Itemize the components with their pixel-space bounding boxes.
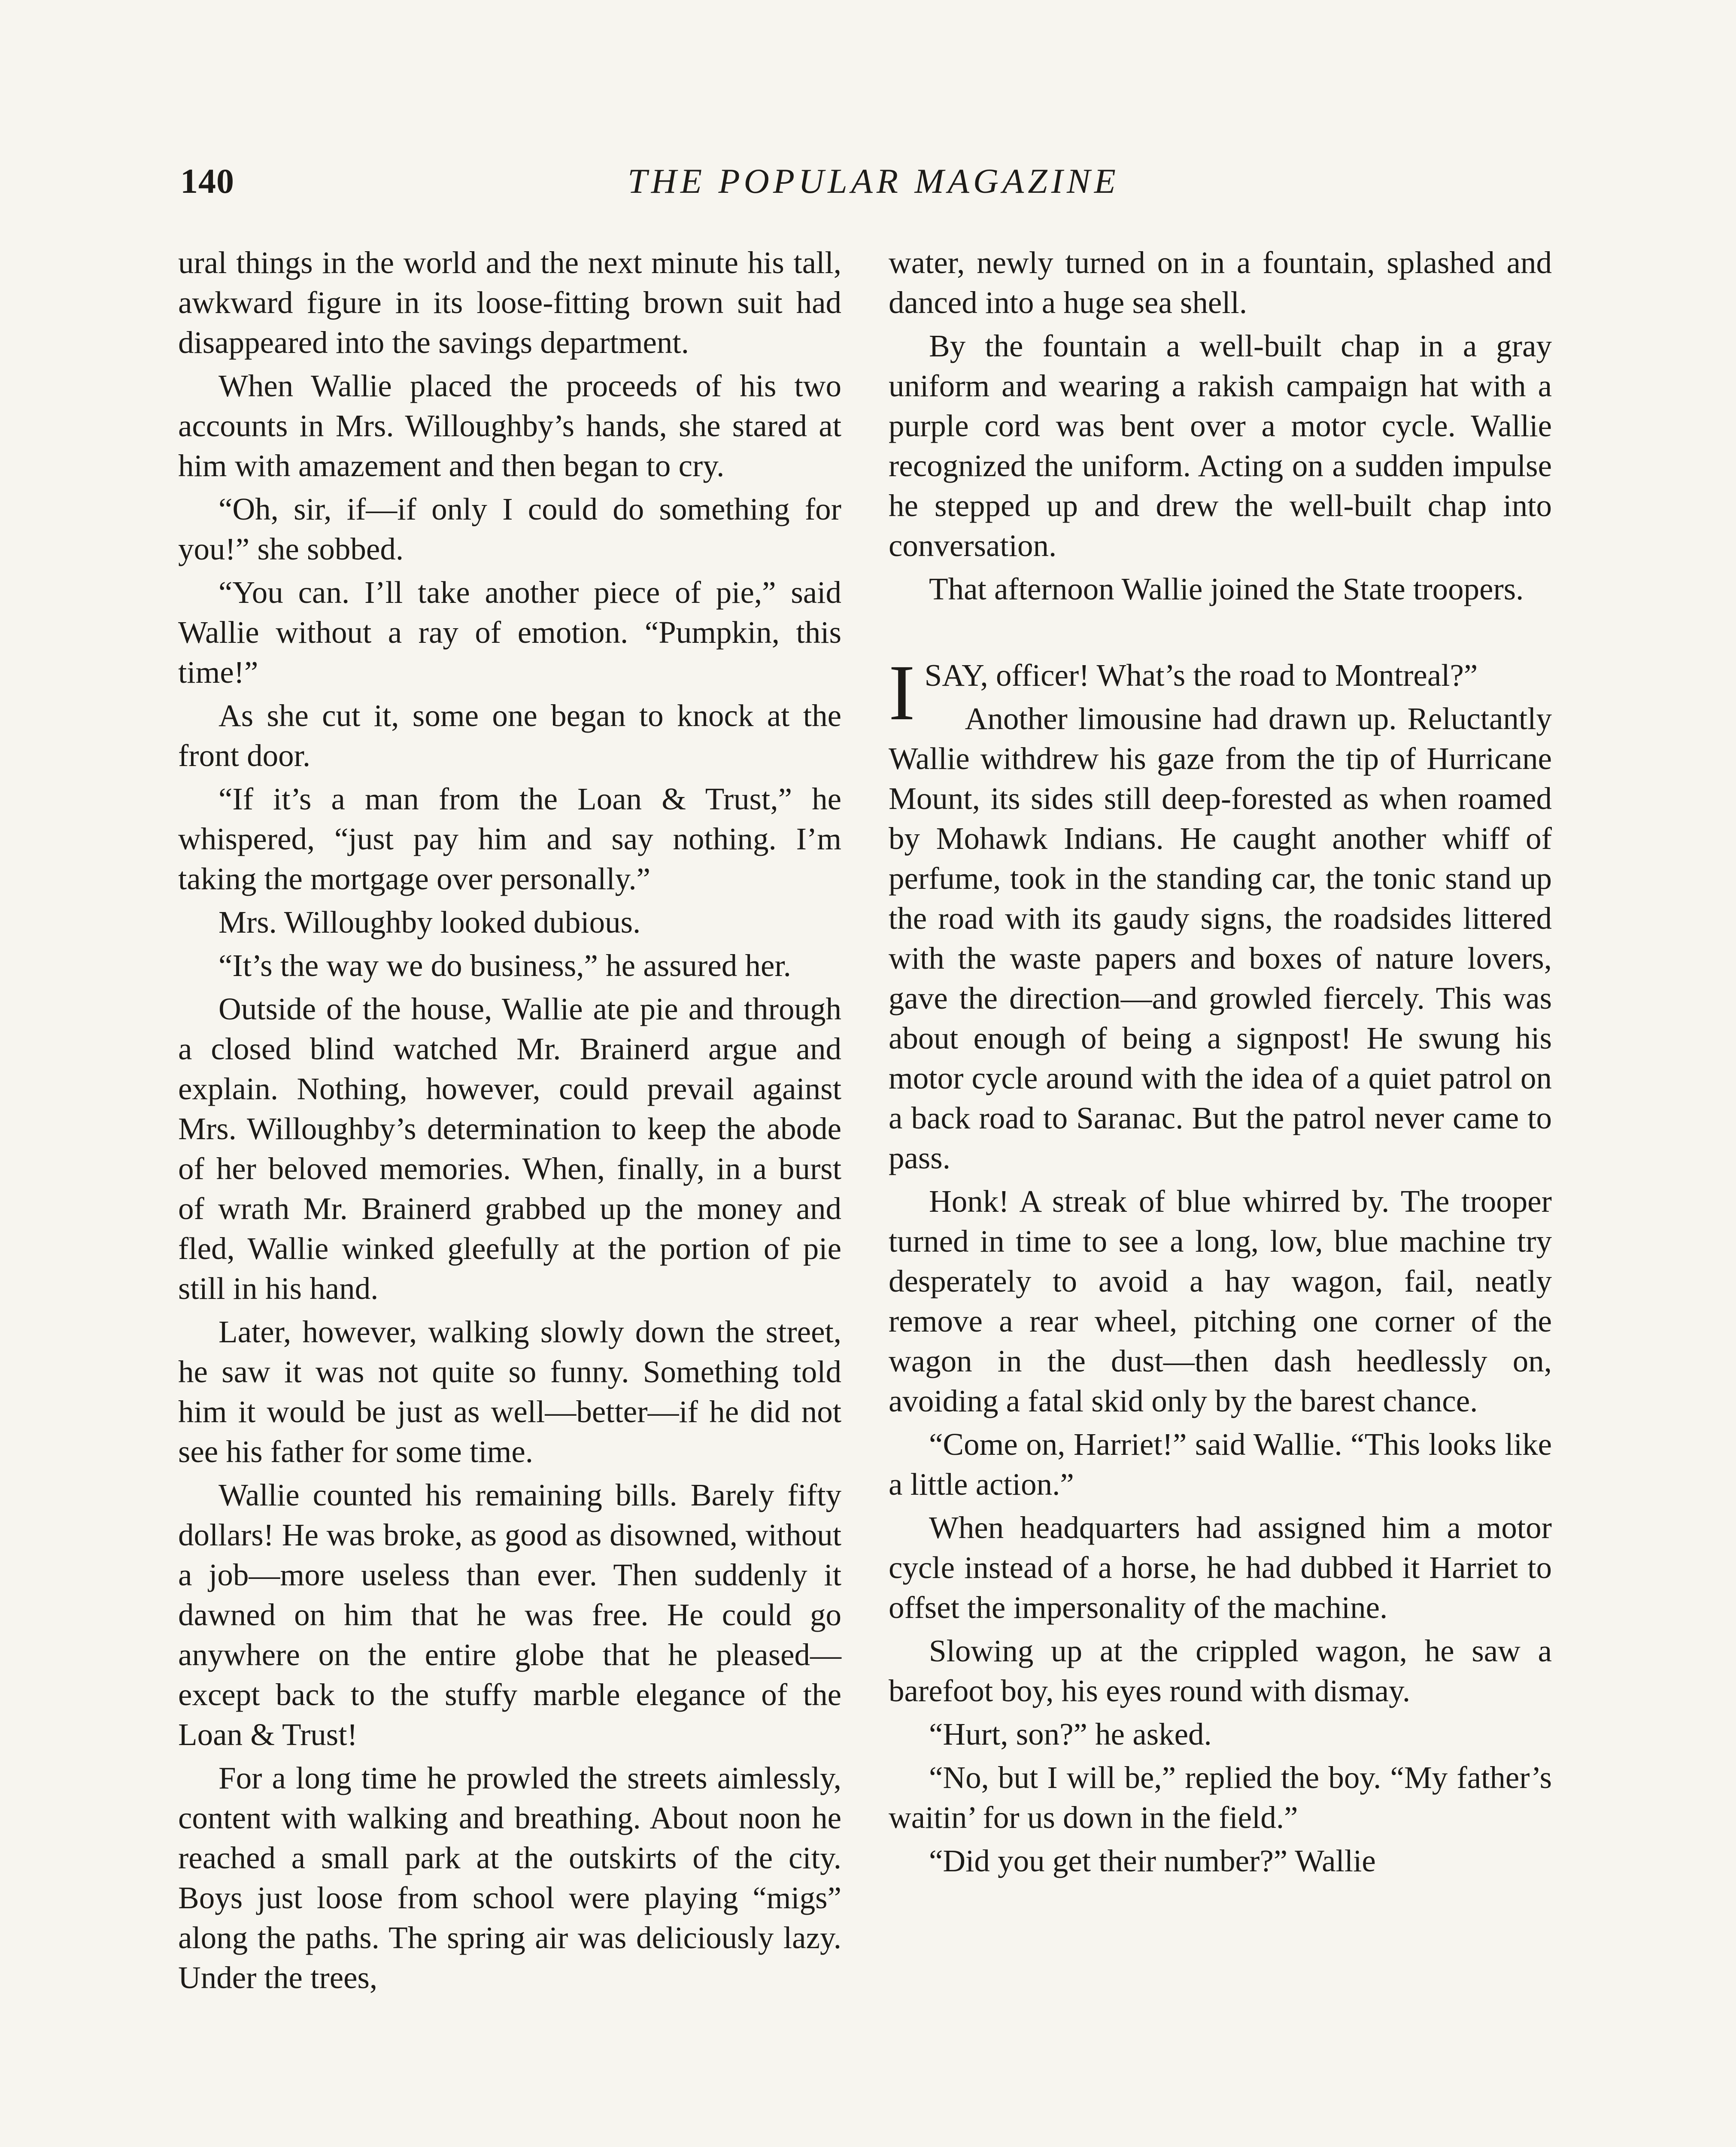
paragraph: Mrs. Willoughby looked dubious.: [219, 905, 641, 940]
paragraph: “No, but I will be,” replied the boy. “My father’s waitin’ for us down in the field.”: [889, 1760, 1552, 1835]
paragraph: For a long time he prowled the streets aimlessly, content with walking and breathing. About noon he reached a small park at the outskirts of the city. Boys just loose from school were playing “migs” along the paths. The spring air was deliciously lazy. Under the trees,: [178, 1761, 841, 1995]
paragraph: When headquarters had assigned him a motor cycle instead of a horse, he had dubbed it Harriet to offset the impersonality of the machine.: [889, 1510, 1552, 1625]
paragraph: water, newly turned on in a fountain, splashed and danced into a huge sea shell.: [889, 245, 1552, 320]
paragraph: That afternoon Wallie joined the State troopers.: [929, 572, 1524, 606]
page-number: 140: [180, 161, 234, 201]
section-break: [889, 612, 1552, 655]
paragraph: By the fountain a well-built chap in a gray uniform and wearing a rakish campaign hat with a purple cord was bent over a motor cycle. Wallie recognized the uniform. Acting on a sudden impulse he stepped up and drew the well-built chap into conversation.: [889, 328, 1552, 563]
paragraph: As she cut it, some one began to knock at the front door.: [178, 698, 841, 773]
right-column: [889, 243, 1552, 1884]
running-title: THE POPULAR MAGAZINE: [628, 161, 1120, 201]
drop-cap: I: [889, 649, 915, 737]
paragraph: “Oh, sir, if—if only I could do something for you!” she sobbed.: [178, 492, 841, 566]
page-header: [180, 161, 1567, 213]
drop-cap-text: SAY, officer! What’s the road to Montreal?”: [924, 658, 1478, 693]
paragraph: “Come on, Harriet!” said Wallie. “This looks like a little action.”: [889, 1427, 1552, 1502]
paragraph: “Did you get their number?” Wallie: [929, 1843, 1376, 1878]
paragraph: “If it’s a man from the Loan & Trust,” he whispered, “just pay him and say nothing. I’m taking the mortgage over personally.”: [178, 782, 841, 896]
paragraph: Honk! A streak of blue whirred by. The trooper turned in time to see a long, low, blue machine try desperately to avoid a hay wagon, fail, neatly remove a rear wheel, pitching one corner of the wagon in the dust—then dash heedlessly on, avoiding a fatal skid only by the barest chance.: [889, 1184, 1552, 1418]
paragraph: Later, however, walking slowly down the street, he saw it was not quite so funny. Something told him it would be just as well—better—if he did not see his father for some time.: [178, 1314, 841, 1469]
paragraph: “Hurt, son?” he asked.: [929, 1717, 1212, 1752]
paragraph: Wallie counted his remaining bills. Barely fifty dollars! He was broke, as good as disowned, without a job—more useless than ever. Then suddenly it dawned on him that he was free. He could go anywhere on the entire globe that he pleased—except back to the stuffy marble elegance of the Loan & Trust!: [178, 1478, 841, 1752]
paragraph: When Wallie placed the proceeds of his two accounts in Mrs. Willoughby’s hands, she stared at him with amazement and then began to cry.: [178, 368, 841, 483]
paragraph: “It’s the way we do business,” he assured her.: [219, 948, 791, 983]
paragraph: Slowing up at the crippled wagon, he saw a barefoot boy, his eyes round with dismay.: [889, 1633, 1552, 1708]
paragraph: ural things in the world and the next minute his tall, awkward figure in its loose-fitting brown suit had disappeared into the savings department.: [178, 245, 841, 360]
paragraph: Outside of the house, Wallie ate pie and through a closed blind watched Mr. Brainerd argue and explain. Nothing, however, could prevail against Mrs. Willoughby’s determination to keep the abode of her beloved memories. When, finally, in a burst of wrath Mr. Brainerd grabbed up the money and fled, Wallie winked gleefully at the portion of pie still in his hand.: [178, 991, 841, 1306]
left-column: [178, 243, 841, 2001]
section-opening-paragraph: [889, 649, 1552, 737]
paragraph: Another limousine had drawn up. Reluctantly Wallie withdrew his gaze from the tip of Hurricane Mount, its sides still deep-forested as when roamed by Mohawk Indians. He caught another whiff of perfume, took in the standing car, the tonic stand up the road with its gaudy signs, the roadsides littered with the waste papers and boxes of nature lovers, gave the direction—and growled fiercely. This was about enough of being a signpost! He swung his motor cycle around with the idea of a quiet patrol on a back road to Saranac. But the patrol never came to pass.: [889, 701, 1552, 1175]
paragraph: “You can. I’ll take another piece of pie,” said Wallie without a ray of emotion. “Pumpkin, this time!”: [178, 575, 841, 690]
